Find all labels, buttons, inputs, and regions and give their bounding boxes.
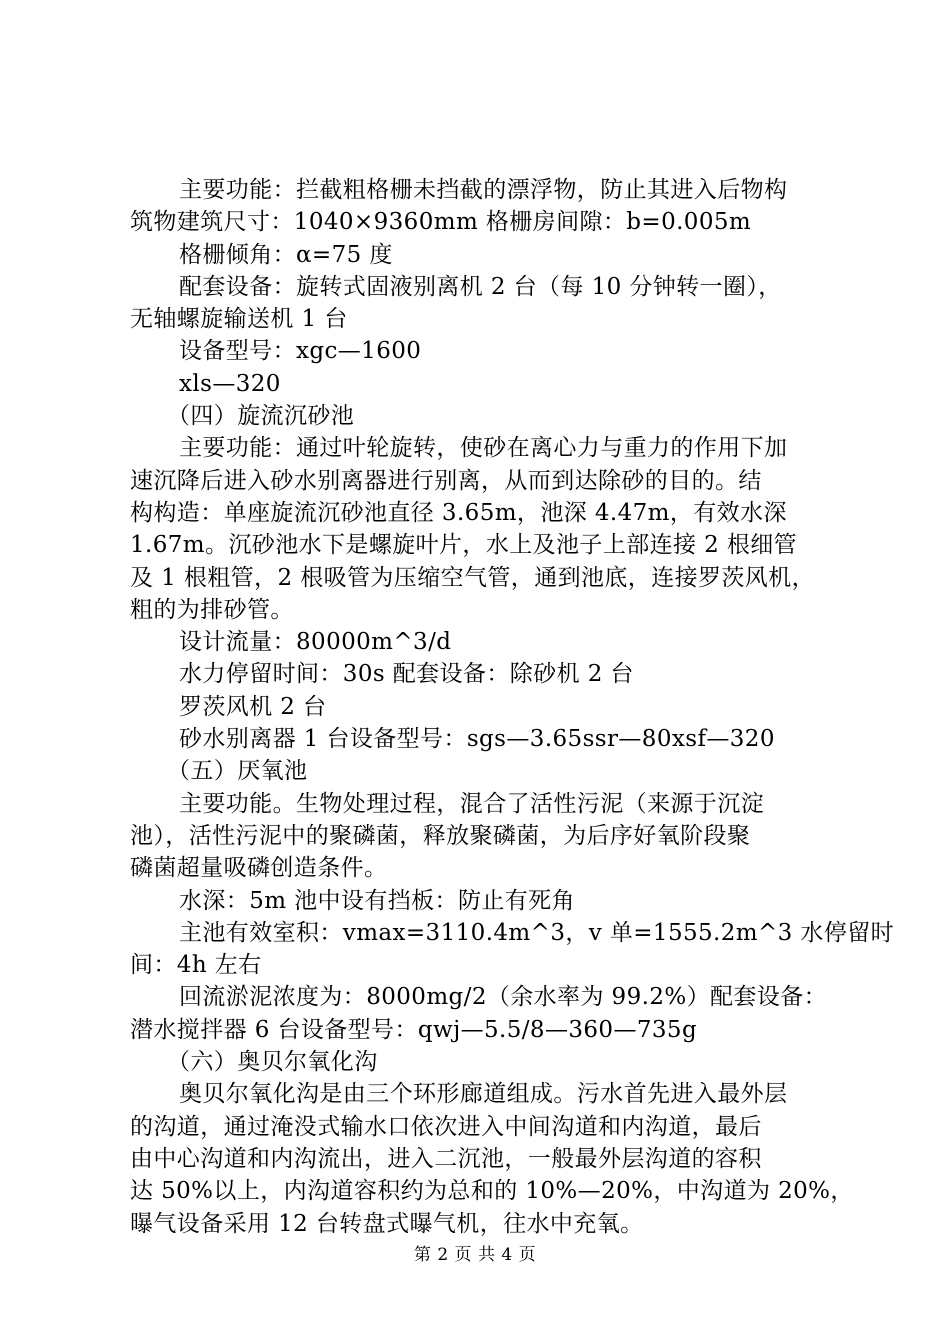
text-line: 水深：5m 池中设有挡板：防止有死角 [179, 887, 575, 914]
text-line: xls—320 [179, 370, 281, 397]
text-line: 曝气设备采用 12 台转盘式曝气机，往水中充氧。 [130, 1210, 644, 1237]
text-line: 无轴螺旋输送机 1 台 [130, 306, 348, 333]
text-line: 潜水搅拌器 6 台设备型号：qwj—5.5/8—360—735g [130, 1016, 698, 1043]
text-line: 速沉降后进入砂水别离器进行别离，从而到达除砂的目的。结 [130, 467, 762, 494]
text-line: 磷菌超量吸磷创造条件。 [130, 855, 388, 882]
text-line: 间：4h 左右 [130, 952, 262, 979]
page-number-footer: 第 2 页 共 4 页 [413, 1245, 537, 1265]
text-line: 设备型号：xgc—1600 [179, 338, 422, 365]
text-line: 由中心沟道和内沟流出，进入二沉池，一般最外层沟道的容积 [130, 1145, 762, 1172]
text-line: 设计流量：80000m^3/d [179, 629, 452, 656]
document-body [130, 174, 895, 1240]
text-line: 粗的为排砂管。 [130, 596, 294, 623]
text-line: 主要功能：通过叶轮旋转，使砂在离心力与重力的作用下加 [179, 435, 788, 462]
section-heading: （五）厌氧池 [167, 758, 308, 785]
text-line: 主要功能：拦截粗格栅未挡截的漂浮物，防止其进入后物构 [179, 177, 788, 203]
text-line: 池），活性污泥中的聚磷菌，释放聚磷菌，为后序好氧阶段聚 [130, 822, 751, 849]
text-line: 水力停留时间：30s 配套设备：除砂机 2 台 [179, 661, 634, 688]
section-heading: （四）旋流沉砂池 [167, 403, 355, 430]
text-line: 格栅倾角：α=75 度 [179, 241, 393, 268]
text-line: 罗茨风机 2 台 [179, 693, 327, 720]
text-line: 1.67m。沉砂池水下是螺旋叶片，水上及池子上部连接 2 根细管 [130, 532, 798, 559]
text-line: 主池有效室积：vmax=3110.4m^3，v 单=1555.2m^3 水停留时 [179, 919, 895, 946]
text-line: 主要功能。生物处理过程，混合了活性污泥（来源于沉淀 [179, 790, 764, 817]
text-line: 筑物建筑尺寸：1040×9360mm 格栅房间隙：b=0.005m [130, 209, 752, 236]
text-line: 砂水别离器 1 台设备型号：sgs—3.65ssr—80xsf—320 [179, 726, 775, 753]
text-line: 构构造：单座旋流沉砂池直径 3.65m，池深 4.47m，有效水深 [130, 499, 787, 526]
section-heading: （六）奥贝尔氧化沟 [167, 1049, 378, 1076]
text-line: 达 50%以上，内沟道容积约为总和的 10%—20%，中沟道为 20%， [130, 1178, 854, 1205]
text-line: 回流淤泥浓度为：8000mg/2（余水率为 99.2%）配套设备： [179, 984, 828, 1011]
text-line: 奥贝尔氧化沟是由三个环形廊道组成。污水首先进入最外层 [179, 1081, 788, 1108]
text-line: 的沟道，通过淹没式输水口依次进入中间沟道和内沟道，最后 [130, 1113, 762, 1140]
text-line: 及 1 根粗管，2 根吸管为压缩空气管，通到池底，连接罗茨风机， [130, 564, 815, 591]
text-line: 配套设备：旋转式固液别离机 2 台（每 10 分钟转一圈）， [179, 273, 782, 300]
